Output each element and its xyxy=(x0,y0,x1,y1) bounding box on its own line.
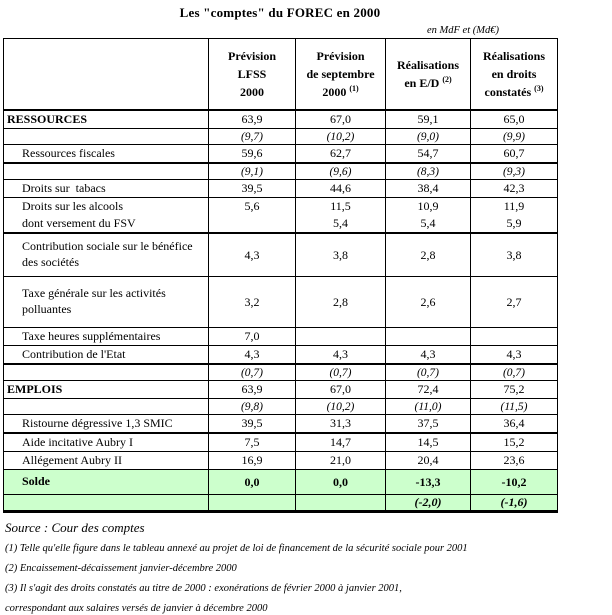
value-cell: 4,3 xyxy=(296,346,386,365)
row-label: Taxe heures supplémentaires xyxy=(4,328,209,346)
row-label xyxy=(4,364,209,381)
value-cell: (0,7) xyxy=(296,364,386,381)
value-cell: 4,3 xyxy=(471,346,558,365)
value-cell: 5,4 xyxy=(296,215,386,233)
column-header: Prévision LFSS 2000 xyxy=(209,39,296,111)
row-label: EMPLOIS xyxy=(4,381,209,399)
value-cell: 39,5 xyxy=(209,180,296,198)
footnote-marker: (1) xyxy=(349,84,359,93)
table-row xyxy=(4,163,558,180)
value-cell: 11,5 xyxy=(296,198,386,216)
table-row xyxy=(4,470,558,495)
value-cell: 14,7 xyxy=(296,433,386,452)
value-cell: 60,7 xyxy=(471,145,558,164)
value-cell: 62,7 xyxy=(296,145,386,164)
table-row xyxy=(4,129,558,145)
value-cell: 2,6 xyxy=(386,277,471,328)
row-label: Contribution sociale sur le bénéfice des sociétés xyxy=(4,233,209,277)
value-cell: 72,4 xyxy=(386,381,471,399)
value-cell: 11,9 xyxy=(471,198,558,216)
footnote-marker: (2) xyxy=(442,75,452,84)
value-cell: 2,8 xyxy=(386,233,471,277)
value-cell: (8,3) xyxy=(386,163,471,180)
value-cell: (0,7) xyxy=(386,364,471,381)
unit-note: en MdF et (Md€) xyxy=(426,25,499,36)
row-label: Taxe générale sur les activités polluantes xyxy=(4,277,209,328)
table-row xyxy=(4,145,558,164)
value-cell xyxy=(386,328,471,346)
table-row xyxy=(4,452,558,470)
row-label xyxy=(4,399,209,415)
value-cell: 2,7 xyxy=(471,277,558,328)
value-cell: (10,2) xyxy=(296,129,386,145)
value-cell: 4,3 xyxy=(209,233,296,277)
value-cell xyxy=(209,215,296,233)
value-cell: 67,0 xyxy=(296,110,386,129)
value-cell: 23,6 xyxy=(471,452,558,470)
table-row xyxy=(4,110,558,129)
value-cell xyxy=(296,328,386,346)
value-cell: (9,0) xyxy=(386,129,471,145)
value-cell: 63,9 xyxy=(209,381,296,399)
row-label: Ristourne dégressive 1,3 SMIC xyxy=(4,415,209,434)
row-label: RESSOURCES xyxy=(4,110,209,129)
source-note: Source : Cour des comptes xyxy=(5,520,145,535)
value-cell: 3,8 xyxy=(471,233,558,277)
value-cell: -13,3 xyxy=(386,470,471,495)
row-label: Contribution de l'Etat xyxy=(4,346,209,365)
value-cell: 2,8 xyxy=(296,277,386,328)
value-cell: (-1,6) xyxy=(471,495,558,512)
value-cell: 42,3 xyxy=(471,180,558,198)
header-row xyxy=(4,39,558,111)
value-cell: 15,2 xyxy=(471,433,558,452)
value-cell: 39,5 xyxy=(209,415,296,434)
value-cell xyxy=(296,495,386,512)
value-cell: (9,8) xyxy=(209,399,296,415)
row-label: Ressources fiscales xyxy=(4,145,209,164)
value-cell: (-2,0) xyxy=(386,495,471,512)
value-cell: (11,5) xyxy=(471,399,558,415)
value-cell: 7,0 xyxy=(209,328,296,346)
row-label xyxy=(4,495,209,512)
row-label: Solde xyxy=(4,470,209,495)
page-title: Les "comptes" du FOREC en 2000 xyxy=(179,5,381,20)
value-cell: 67,0 xyxy=(296,381,386,399)
column-header: Réalisations en droits constatés $^{(3)}$ xyxy=(471,39,558,111)
value-cell: 21,0 xyxy=(296,452,386,470)
value-cell: 59,6 xyxy=(209,145,296,164)
value-cell: 5,6 xyxy=(209,198,296,216)
value-cell: 59,1 xyxy=(386,110,471,129)
value-cell: 4,3 xyxy=(386,346,471,365)
row-label: dont versement du FSV xyxy=(4,215,209,233)
table-row xyxy=(4,381,558,399)
table-row xyxy=(4,399,558,415)
row-label xyxy=(4,163,209,180)
value-cell: 7,5 xyxy=(209,433,296,452)
value-cell: 44,6 xyxy=(296,180,386,198)
footnote: (2) Encaissement-décaissement janvier-décembre 2000 xyxy=(5,563,237,575)
table-row xyxy=(4,328,558,346)
forec-accounts-table xyxy=(3,38,558,513)
table-row xyxy=(4,180,558,198)
value-cell: 14,5 xyxy=(386,433,471,452)
value-cell: (0,7) xyxy=(209,364,296,381)
table-row xyxy=(4,277,558,328)
footnote: (1) Telle qu'elle figure dans le tableau annexé au projet de loi de financement de la sécurité sociale pour 2001 xyxy=(5,543,468,554)
value-cell: 75,2 xyxy=(471,381,558,399)
table-row xyxy=(4,433,558,452)
value-cell: 4,3 xyxy=(209,346,296,365)
row-label: Droits sur tabacs xyxy=(4,180,209,198)
value-cell: (9,9) xyxy=(471,129,558,145)
column-header: Réalisations en E/D $^{(2)}$ xyxy=(386,39,471,111)
value-cell: 3,2 xyxy=(209,277,296,328)
value-cell xyxy=(471,328,558,346)
row-label: Allégement Aubry II xyxy=(4,452,209,470)
value-cell: 63,9 xyxy=(209,110,296,129)
value-cell: 16,9 xyxy=(209,452,296,470)
value-cell: 5,4 xyxy=(386,215,471,233)
value-cell: (11,0) xyxy=(386,399,471,415)
value-cell: 0,0 xyxy=(296,470,386,495)
table-row xyxy=(4,198,558,216)
table-row xyxy=(4,364,558,381)
value-cell: 3,8 xyxy=(296,233,386,277)
table-row xyxy=(4,233,558,277)
value-cell: (9,1) xyxy=(209,163,296,180)
value-cell: 37,5 xyxy=(386,415,471,434)
footnote-marker: (3) xyxy=(534,84,544,93)
footnote: correspondant aux salaires versés de janvier à décembre 2000 xyxy=(5,603,268,615)
row-label: Droits sur les alcools xyxy=(4,198,209,216)
table-body xyxy=(4,110,558,512)
row-label xyxy=(4,129,209,145)
footnote: (3) Il s'agit des droits constatés au titre de 2000 : exonérations de février 2000 à janvier 2001, xyxy=(5,583,402,595)
value-cell: 5,9 xyxy=(471,215,558,233)
value-cell: (9,6) xyxy=(296,163,386,180)
value-cell: (10,2) xyxy=(296,399,386,415)
value-cell: 20,4 xyxy=(386,452,471,470)
table-row xyxy=(4,346,558,365)
value-cell: -10,2 xyxy=(471,470,558,495)
value-cell: 38,4 xyxy=(386,180,471,198)
value-cell: 31,3 xyxy=(296,415,386,434)
table-row xyxy=(4,495,558,512)
value-cell: 10,9 xyxy=(386,198,471,216)
value-cell: (9,7) xyxy=(209,129,296,145)
value-cell: 54,7 xyxy=(386,145,471,164)
row-label: Aide incitative Aubry I xyxy=(4,433,209,452)
value-cell xyxy=(209,495,296,512)
table-row xyxy=(4,415,558,434)
value-cell: 0,0 xyxy=(209,470,296,495)
value-cell: (0,7) xyxy=(471,364,558,381)
table-row xyxy=(4,215,558,233)
value-cell: 65,0 xyxy=(471,110,558,129)
value-cell: (9,3) xyxy=(471,163,558,180)
footnotes xyxy=(5,543,612,615)
value-cell: 36,4 xyxy=(471,415,558,434)
corner-cell xyxy=(4,39,209,111)
column-header: Prévision de septembre 2000 $^{(1)}$ xyxy=(296,39,386,111)
